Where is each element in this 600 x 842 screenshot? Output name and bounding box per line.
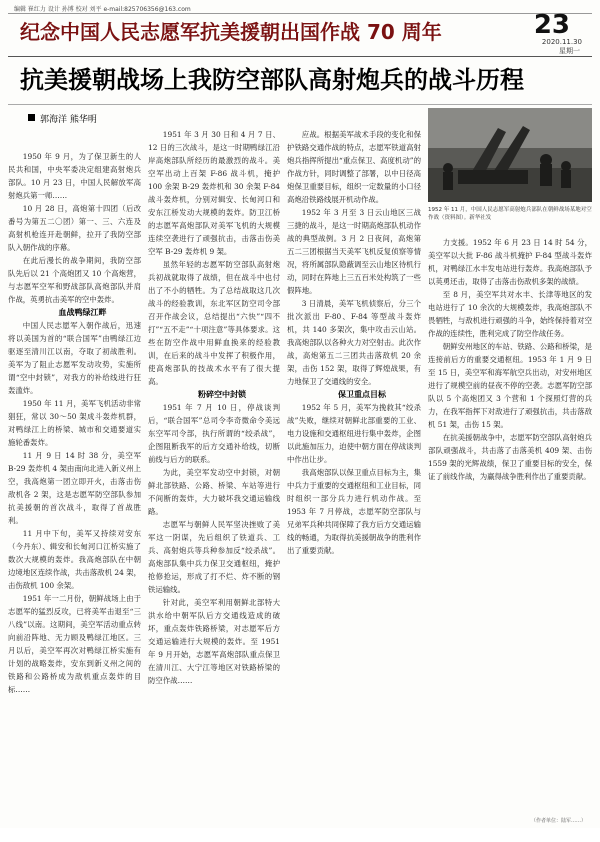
issue-weekday: 星期一 [559, 47, 580, 55]
paragraph: 11 月 9 日 14 时 38 分，美空军 B-29 轰炸机 4 架由南向北进入新义州上空，我高炮第一团立即开火，击落击伤敌机各 2 架，这是志愿军防空部队参加抗美援朝的首次战斗，取得了首战胜利。 [8, 451, 141, 525]
paragraph: 虽然年轻的志愿军防空部队高射炮兵初战就取得了战绩，但在战斗中也付出了不小的牺牲。为了总结战取这几次战斗的经验教训，东北军区防空司令部召开作战会议，总结提出“六快”“四不打”“五不走”“十项注意”等具体要求。这些在防空作战中用鲜血换来的经验教训，在后来的战斗中发挥了积极作用，使高炮部队的技战术水平有了很大提高。 [148, 260, 280, 386]
headline: 抗美援朝战场上我防空部队高射炮兵的战斗历程 [20, 66, 524, 94]
paragraph: 10 月 28 日，高炮第十四团（后改番号为第五二〇团）第一、三、六连及高射机枪连开赴朝鲜，拉开了我防空部队入朝作战的序幕。 [8, 204, 141, 252]
byline-bullet [28, 114, 35, 121]
paragraph: 11 月中下旬，美军又持续对安东（今丹东）、辑安和长甸河口江桥实施了数次大规模的轰炸。我高炮部队在中朝边境地区连续作战，共击落敌机 24 架，击伤敌机 100 余架。 [8, 529, 141, 590]
issue-date: 2020.11.30 [541, 38, 582, 46]
column-3 [287, 128, 421, 828]
top-divider [8, 13, 592, 14]
paragraph: 1952 年 5 月，美军为挽救其“绞杀战”失败，继续对朝鲜北部重要的工业、电力设施和交通枢纽进行集中轰炸，企图以此施加压力，迫使中朝方面在停战谈判中作出让步。 [287, 403, 421, 464]
headline-divider [8, 104, 592, 105]
paragraph: 1950 年 9 月，为了保卫新生的人民共和国，中央军委决定组建高射炮兵部队。10 月 23 日，中国人民解放军高射炮兵第一师…… [8, 152, 141, 200]
paragraph: 1951 年 3 月 30 日和 4 月 7 日、12 日的三次战斗，是这一时期鸭绿江沿岸高炮部队所经历的最激烈的战斗。美空军出动上百架 F-86 战斗机，掩护 100 余架 B-29 轰炸机和 30 余架 F-84 战斗轰炸机，分别对辑安、长甸河口和安东江桥发动大规模的轰炸。防卫江桥的志愿军高炮部队对美军飞机的大规模连续空袭进行了顽强抗击，击落击伤美空军 B-29 轰炸机 9 架。 [148, 130, 280, 256]
photo-caption: 1952 年 11 月，中国人民志愿军高射炮兵部队在朝鲜战场某地对空作战（资料图）。新华社发 [428, 207, 592, 221]
paragraph: 1952 年 3 月至 3 日云山地区三战三捷的战斗，是这一时期高炮部队机动作战的典型战例。3 月 2 日夜间，高炮第五二三团根据当天美军飞机反复侦察等情况，将所属部队隐蔽调至云山地区待机行动，同时在阵地上三五百米处构筑了一些假阵地。 [287, 208, 421, 295]
anti-aircraft-gun-illustration [428, 108, 592, 202]
column-4 [428, 236, 592, 828]
section-heading: 保卫重点目标 [338, 390, 386, 399]
page-number: 23 [533, 10, 570, 40]
paragraph: 至 8 月，美空军共对水丰、长津等地区的发电站进行了 10 余次的大规模轰炸，我高炮部队不畏牺牲，与敌机进行顽强的斗争，始终保持着对空作战的连续性，胜利完成了防空作战任务。 [428, 290, 592, 338]
paragraph: 在此后漫长的战争期间，我防空部队先后以 21 个高炮团又 10 个高炮营，与志愿军空军和野战部队高炮部队并肩作战，英勇抗击美军的空中轰炸。 [8, 256, 141, 304]
paragraph: 3 日清晨，美军飞机侦察后，分三个批次派出 F-80、F-84 等型战斗轰炸机，共 140 多架次，集中攻击云山站。我高炮部队以各种火力对空射击。此次作战，高炮第五二三团共击落敌机 20 余架，击伤 152 架，取得了辉煌战果，有力地保卫了交通线的安全。 [287, 299, 421, 386]
byline: 郭海洋 熊华明 [40, 115, 97, 125]
paragraph: 志愿军与朝鲜人民军坚决挫败了美军这一阴谋，先后组织了铁道兵、工兵、高射炮兵等兵种参加反“绞杀战”。高炮部队集中兵力保卫交通枢纽，掩护抢修抢运，形成了打不烂、炸不断的钢铁运输线。 [148, 520, 280, 594]
column-1 [8, 150, 141, 842]
paragraph: 针对此，美空军利用朝鲜北部特大洪水给中朝军队后方交通线造成的破坏，重点轰炸铁路桥梁，对志愿军后方交通运输进行大规模的轰炸。至 1951 年 9 月开始，志愿军高炮部队重点保卫在清川江、大宁江等地区对铁路桥梁的防空作战…… [148, 598, 280, 685]
section-heading: 血战鸭绿江畔 [58, 308, 107, 317]
paragraph: 在抗美援朝战争中，志愿军防空部队高射炮兵部队顽强战斗，共击落了击落美机 409 架、击伤 1559 架的光辉战绩，保卫了重要目标的安全，保证了前线作战，为赢得战争胜利作出了重要贡献。 [428, 433, 592, 481]
kicker-title: 纪念中国人民志愿军抗美援朝出国作战 70 周年 [20, 20, 442, 44]
paragraph: 朝鲜安州地区的车站、铁路、公路和桥梁，是连接前后方的重要交通枢纽。1953 年 1 月 9 日至 15 日，美空军和海军航空兵出动，对安州地区进行了规模空前的昼夜不停的空袭。志愿军防空部队以 5 个高炮团又 3 个营和 1 个探照灯营的兵力，在我军指挥下对敌进行了顽强抗击，共击落敌机 51 架，击伤 15 架。 [428, 342, 592, 429]
header-divider [8, 56, 592, 57]
paragraph: 为此，美空军发动空中封锁，对朝鲜北部铁路、公路、桥梁、车站等进行不间断的轰炸，大力破坏我交通运输线路。 [148, 468, 280, 516]
section-heading: 粉碎空中封锁 [198, 390, 246, 399]
column-2 [148, 128, 280, 828]
paragraph: 1951 年一二月份，朝鲜战场上由于志愿军的猛烈反攻，已将美军击退至“三八线”以南。这期间，美空军活动重点转向前沿阵地、无力顾及鸭绿江地区。三月以后，美空军再次对鸭绿江桥实施有计划的战略轰炸，安东到新义州之间的铁路和公路桥成为敌机重点轰炸的目标…… [8, 594, 141, 694]
historical-photo [428, 108, 592, 202]
paragraph: 中国人民志愿军入朝作战后，迅速将以美国为首的“联合国军”由鸭绿江边驱逐至清川江以南，夺取了初战胜利。美军为了阻止志愿军发动攻势，实施所谓“空中封锁”，对我方的补给线进行狂轰滥炸。 [8, 321, 141, 395]
page-meta-line: 编辑 崔红力 设计 孙博 校对 刘平 e-mail:825706356@163.com [14, 6, 191, 13]
paragraph: 1950 年 11 月，美军飞机活动非常猖狂，常以 30～50 架成斗轰炸机群，对鸭绿江上的桥梁、城市和交通要道实施轮番轰炸。 [8, 399, 141, 447]
paragraph: 力支援。1952 年 6 月 23 日 14 时 54 分，美空军以大批 F-86 战斗机掩护 F-84 型战斗轰炸机，对鸭绿江水丰发电站进行轰炸。我高炮部队予以英勇还击，取得了击落击伤敌机多架的战绩。 [428, 238, 592, 286]
author-credit: （作者单位：陆军……） [530, 818, 586, 824]
paragraph: 我高炮部队以保卫重点目标为主，集中兵力于重要的交通枢纽和工业目标，同时组织一部分兵力进行机动作战。至 1953 年 7 月停战，志愿军防空部队与兄弟军兵种共同保障了我方后方交通运输线的畅通，为取得抗美援朝战争的胜利作出了重要贡献。 [287, 468, 421, 555]
paragraph: 1951 年 7 月 10 日，停战谈判后，“联合国军”总司令李奇微命令美远东空军司令部，执行所谓的“绞杀战”，企图阻断我军的后方交通补给线，切断前线与后方的联系。 [148, 403, 280, 464]
paragraph: 应战。根据美军战术手段的变化和保护铁路交通作战的特点，志愿军铁道高射炮兵指挥所提出“重点保卫、高度机动”的作战方针，同时调整了部署，以中日径高炮保卫重要目标，组织一定数量的小口径高炮沿铁路线展开机动作战。 [287, 130, 421, 204]
